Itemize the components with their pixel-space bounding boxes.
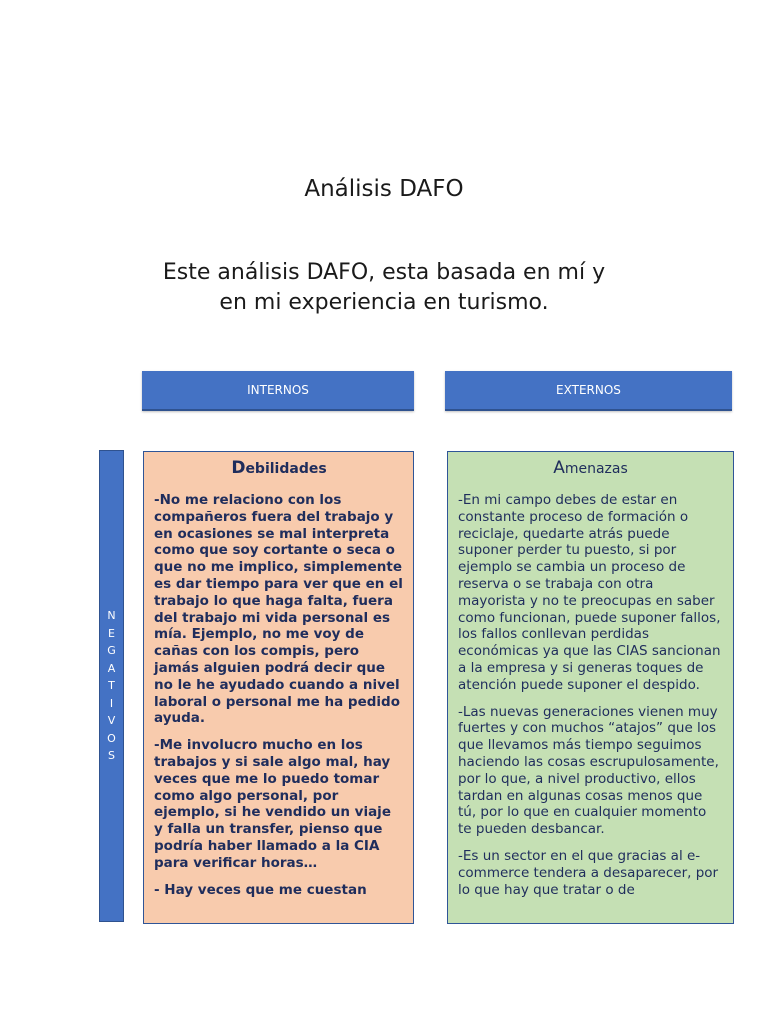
internos-header: INTERNOS: [142, 371, 414, 411]
side-letter: T: [108, 679, 115, 693]
debilidades-title-initial: D: [231, 458, 246, 478]
side-letter: S: [108, 749, 115, 763]
debilidades-box: [143, 451, 414, 924]
amenazas-title-initial: A: [553, 458, 565, 478]
negativos-side-label: [99, 450, 124, 922]
side-letter: A: [107, 661, 116, 675]
amenazas-paragraph: -Las nuevas generaciones vienen muy fuertes y con muchos “atajos” que los que llevamos más tiempo seguimos haciendo las cosas escrupulosamente, por lo que, a nivel productivo, ellos tardan en algunas cosas menos que tú, por lo que en cualquier momento te pueden desbancar.: [458, 703, 719, 838]
amenazas-box: [447, 451, 734, 924]
side-letter: G: [107, 644, 116, 658]
amenazas-paragraph: -En mi campo debes de estar en constante proceso de formación o reciclaje, quedarte atrás puede suponer perder tu puesto, si por ejemplo se cambia un proceso de reserva o se trabaja con otra mayorista y no te preocupas en saber como funcionan, puede suponer fallos, los fallos conllevan perdidas económicas ya que las CIAS sancionan a la empresa y si generas toques de atención puede suponer el despido.: [458, 492, 721, 693]
page-subtitle: [100, 258, 668, 318]
debilidades-title: [154, 458, 404, 478]
side-letter: E: [108, 626, 115, 640]
debilidades-title-rest: ebilidades: [245, 461, 327, 477]
externos-header: EXTERNOS: [445, 371, 732, 411]
page-title: Análisis DAFO: [304, 176, 464, 202]
side-letter: N: [107, 609, 116, 623]
amenazas-paragraph: -Es un sector en el que gracias al e-commerce tendera a desaparecer, por lo que hay que tratar o de: [458, 847, 719, 898]
subtitle-line-1: Este análisis DAFO, esta basada en mí y: [162, 260, 606, 285]
subtitle-line-2: en mi experiencia en turismo.: [219, 290, 549, 315]
debilidades-paragraph: -No me relaciono con los compañeros fuera del trabajo y en ocasiones se mal interpreta como que soy cortante o seca o que no me implico, simplemente es dar tiempo para ver que en el trabajo lo que haga falta, fuera del trabajo mi vida personal es mía. Ejemplo, no me voy de cañas con los compis, pero jamás alguien podrá decir que no le he ayudado cuando a nivel laboral o personal me ha pedido ayuda.: [154, 492, 403, 727]
debilidades-paragraph: - Hay veces que me cuestan: [154, 881, 367, 898]
amenazas-title: [458, 458, 723, 478]
amenazas-title-rest: menazas: [564, 461, 628, 477]
side-letter: I: [109, 696, 114, 710]
debilidades-paragraph: -Me involucro mucho en los trabajos y si sale algo mal, hay veces que me lo puedo tomar como algo personal, por ejemplo, si he vendido un viaje y falla un transfer, pienso que podría haber llamado a la CIA para verificar horas…: [154, 737, 391, 871]
side-letter: O: [107, 731, 116, 745]
side-letter: V: [107, 714, 116, 728]
